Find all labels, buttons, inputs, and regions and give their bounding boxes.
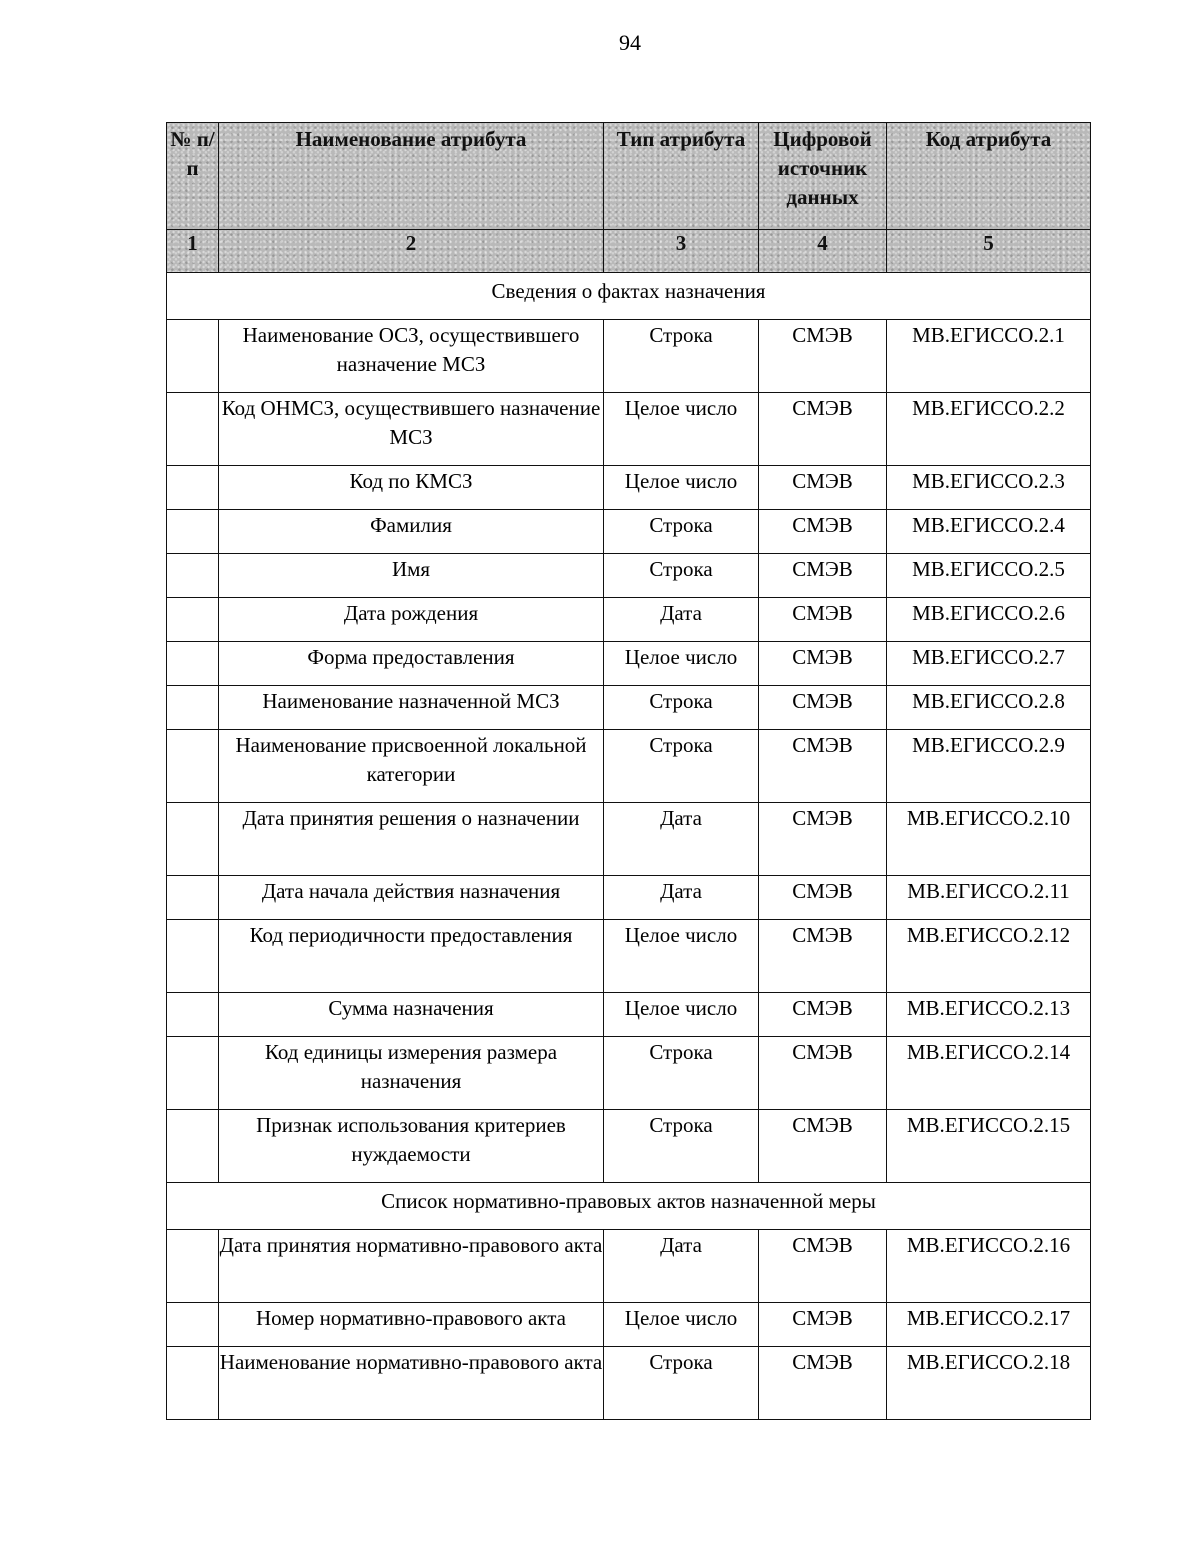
cell-attribute-name: Признак использования критериев нуждаемости [219, 1110, 604, 1183]
cell-attribute-type: Строка [604, 686, 759, 730]
cell-data-source: СМЭВ [759, 920, 887, 993]
cell-attribute-code: МВ.ЕГИССО.2.14 [887, 1037, 1091, 1110]
cell-attribute-code: МВ.ЕГИССО.2.9 [887, 730, 1091, 803]
cell-data-source: СМЭВ [759, 993, 887, 1037]
table-row [167, 730, 1091, 803]
cell-data-source: СМЭВ [759, 466, 887, 510]
cell-attribute-code: МВ.ЕГИССО.2.15 [887, 1110, 1091, 1183]
cell-attribute-name: Форма предоставления [219, 642, 604, 686]
cell-data-source: СМЭВ [759, 803, 887, 876]
cell-data-source: СМЭВ [759, 1230, 887, 1303]
header-cell-source: Цифровой источник данных [759, 123, 887, 230]
cell-attribute-code: МВ.ЕГИССО.2.7 [887, 642, 1091, 686]
header-cell-name: Наименование атрибута [219, 123, 604, 230]
cell-data-source: СМЭВ [759, 393, 887, 466]
cell-num [167, 598, 219, 642]
cell-num [167, 510, 219, 554]
cell-attribute-code: МВ.ЕГИССО.2.11 [887, 876, 1091, 920]
section-row [167, 1183, 1091, 1230]
cell-attribute-type: Дата [604, 1230, 759, 1303]
cell-data-source: СМЭВ [759, 642, 887, 686]
cell-attribute-code: МВ.ЕГИССО.2.17 [887, 1303, 1091, 1347]
table-row [167, 803, 1091, 876]
cell-data-source: СМЭВ [759, 686, 887, 730]
page-number: 94 [619, 30, 641, 55]
cell-data-source: СМЭВ [759, 510, 887, 554]
cell-attribute-type: Целое число [604, 920, 759, 993]
header-cell-type: Тип атрибута [604, 123, 759, 230]
cell-num [167, 1303, 219, 1347]
attributes-table [166, 122, 1091, 1420]
cell-attribute-name: Код единицы измерения размера назначения [219, 1037, 604, 1110]
section-title: Список нормативно-правовых актов назначенной меры [167, 1183, 1091, 1230]
cell-attribute-type: Строка [604, 554, 759, 598]
cell-attribute-code: МВ.ЕГИССО.2.2 [887, 393, 1091, 466]
cell-data-source: СМЭВ [759, 320, 887, 393]
cell-attribute-type: Целое число [604, 1303, 759, 1347]
table-row [167, 1303, 1091, 1347]
table-row [167, 1347, 1091, 1420]
cell-attribute-code: МВ.ЕГИССО.2.13 [887, 993, 1091, 1037]
cell-num [167, 993, 219, 1037]
cell-num [167, 1230, 219, 1303]
cell-data-source: СМЭВ [759, 1303, 887, 1347]
table-row [167, 1230, 1091, 1303]
cell-attribute-type: Строка [604, 320, 759, 393]
table-row [167, 393, 1091, 466]
cell-data-source: СМЭВ [759, 554, 887, 598]
table-row [167, 1037, 1091, 1110]
table-row [167, 598, 1091, 642]
header-number-cell: 4 [759, 230, 887, 273]
cell-attribute-name: Сумма назначения [219, 993, 604, 1037]
cell-attribute-type: Дата [604, 598, 759, 642]
cell-data-source: СМЭВ [759, 598, 887, 642]
cell-num [167, 320, 219, 393]
cell-num [167, 920, 219, 993]
cell-attribute-code: МВ.ЕГИССО.2.5 [887, 554, 1091, 598]
cell-attribute-name: Наименование ОСЗ, осуществившего назначение МСЗ [219, 320, 604, 393]
table-row [167, 320, 1091, 393]
cell-attribute-type: Дата [604, 876, 759, 920]
cell-attribute-name: Номер нормативно-правового акта [219, 1303, 604, 1347]
cell-attribute-type: Целое число [604, 993, 759, 1037]
cell-attribute-code: МВ.ЕГИССО.2.6 [887, 598, 1091, 642]
cell-attribute-name: Код периодичности предоставления [219, 920, 604, 993]
cell-attribute-type: Строка [604, 510, 759, 554]
cell-num [167, 1037, 219, 1110]
cell-num [167, 1347, 219, 1420]
table-body [167, 273, 1091, 1420]
cell-attribute-code: МВ.ЕГИССО.2.16 [887, 1230, 1091, 1303]
cell-data-source: СМЭВ [759, 1347, 887, 1420]
cell-attribute-name: Фамилия [219, 510, 604, 554]
section-row [167, 273, 1091, 320]
cell-data-source: СМЭВ [759, 876, 887, 920]
cell-attribute-name: Код ОНМСЗ, осуществившего назначение МСЗ [219, 393, 604, 466]
header-number-cell: 2 [219, 230, 604, 273]
header-cell-code: Код атрибута [887, 123, 1091, 230]
cell-attribute-name: Наименование присвоенной локальной категории [219, 730, 604, 803]
cell-attribute-code: МВ.ЕГИССО.2.1 [887, 320, 1091, 393]
header-row [167, 123, 1091, 230]
cell-attribute-type: Строка [604, 1347, 759, 1420]
cell-attribute-type: Дата [604, 803, 759, 876]
header-number-cell: 1 [167, 230, 219, 273]
cell-attribute-code: МВ.ЕГИССО.2.12 [887, 920, 1091, 993]
header-numbers-row [167, 230, 1091, 273]
table-row [167, 920, 1091, 993]
cell-num [167, 466, 219, 510]
cell-num [167, 393, 219, 466]
cell-attribute-name: Дата начала действия назначения [219, 876, 604, 920]
cell-attribute-name: Наименование назначенной МСЗ [219, 686, 604, 730]
cell-attribute-name: Дата принятия нормативно-правового акта [219, 1230, 604, 1303]
cell-data-source: СМЭВ [759, 1110, 887, 1183]
cell-num [167, 554, 219, 598]
cell-data-source: СМЭВ [759, 730, 887, 803]
table-row [167, 554, 1091, 598]
cell-attribute-code: МВ.ЕГИССО.2.8 [887, 686, 1091, 730]
cell-attribute-type: Целое число [604, 642, 759, 686]
cell-attribute-name: Имя [219, 554, 604, 598]
cell-attribute-type: Строка [604, 1110, 759, 1183]
cell-attribute-name: Код по КМСЗ [219, 466, 604, 510]
cell-num [167, 803, 219, 876]
cell-attribute-name: Дата рождения [219, 598, 604, 642]
cell-num [167, 642, 219, 686]
header-number-cell: 3 [604, 230, 759, 273]
cell-attribute-code: МВ.ЕГИССО.2.3 [887, 466, 1091, 510]
table-row [167, 686, 1091, 730]
header-number-cell: 5 [887, 230, 1091, 273]
table-row [167, 642, 1091, 686]
table-row [167, 1110, 1091, 1183]
cell-attribute-code: МВ.ЕГИССО.2.10 [887, 803, 1091, 876]
cell-num [167, 1110, 219, 1183]
cell-attribute-type: Целое число [604, 393, 759, 466]
cell-attribute-name: Дата принятия решения о назначении [219, 803, 604, 876]
cell-attribute-type: Строка [604, 1037, 759, 1110]
cell-attribute-type: Строка [604, 730, 759, 803]
cell-attribute-name: Наименование нормативно-правового акта [219, 1347, 604, 1420]
table-row [167, 510, 1091, 554]
table-row [167, 876, 1091, 920]
cell-data-source: СМЭВ [759, 1037, 887, 1110]
cell-attribute-type: Целое число [604, 466, 759, 510]
header-cell-num: № п/ п [167, 123, 219, 230]
cell-num [167, 686, 219, 730]
cell-attribute-code: МВ.ЕГИССО.2.4 [887, 510, 1091, 554]
table-header [167, 123, 1091, 273]
cell-attribute-code: МВ.ЕГИССО.2.18 [887, 1347, 1091, 1420]
table-row [167, 993, 1091, 1037]
table-row [167, 466, 1091, 510]
section-title: Сведения о фактах назначения [167, 273, 1091, 320]
cell-num [167, 730, 219, 803]
cell-num [167, 876, 219, 920]
